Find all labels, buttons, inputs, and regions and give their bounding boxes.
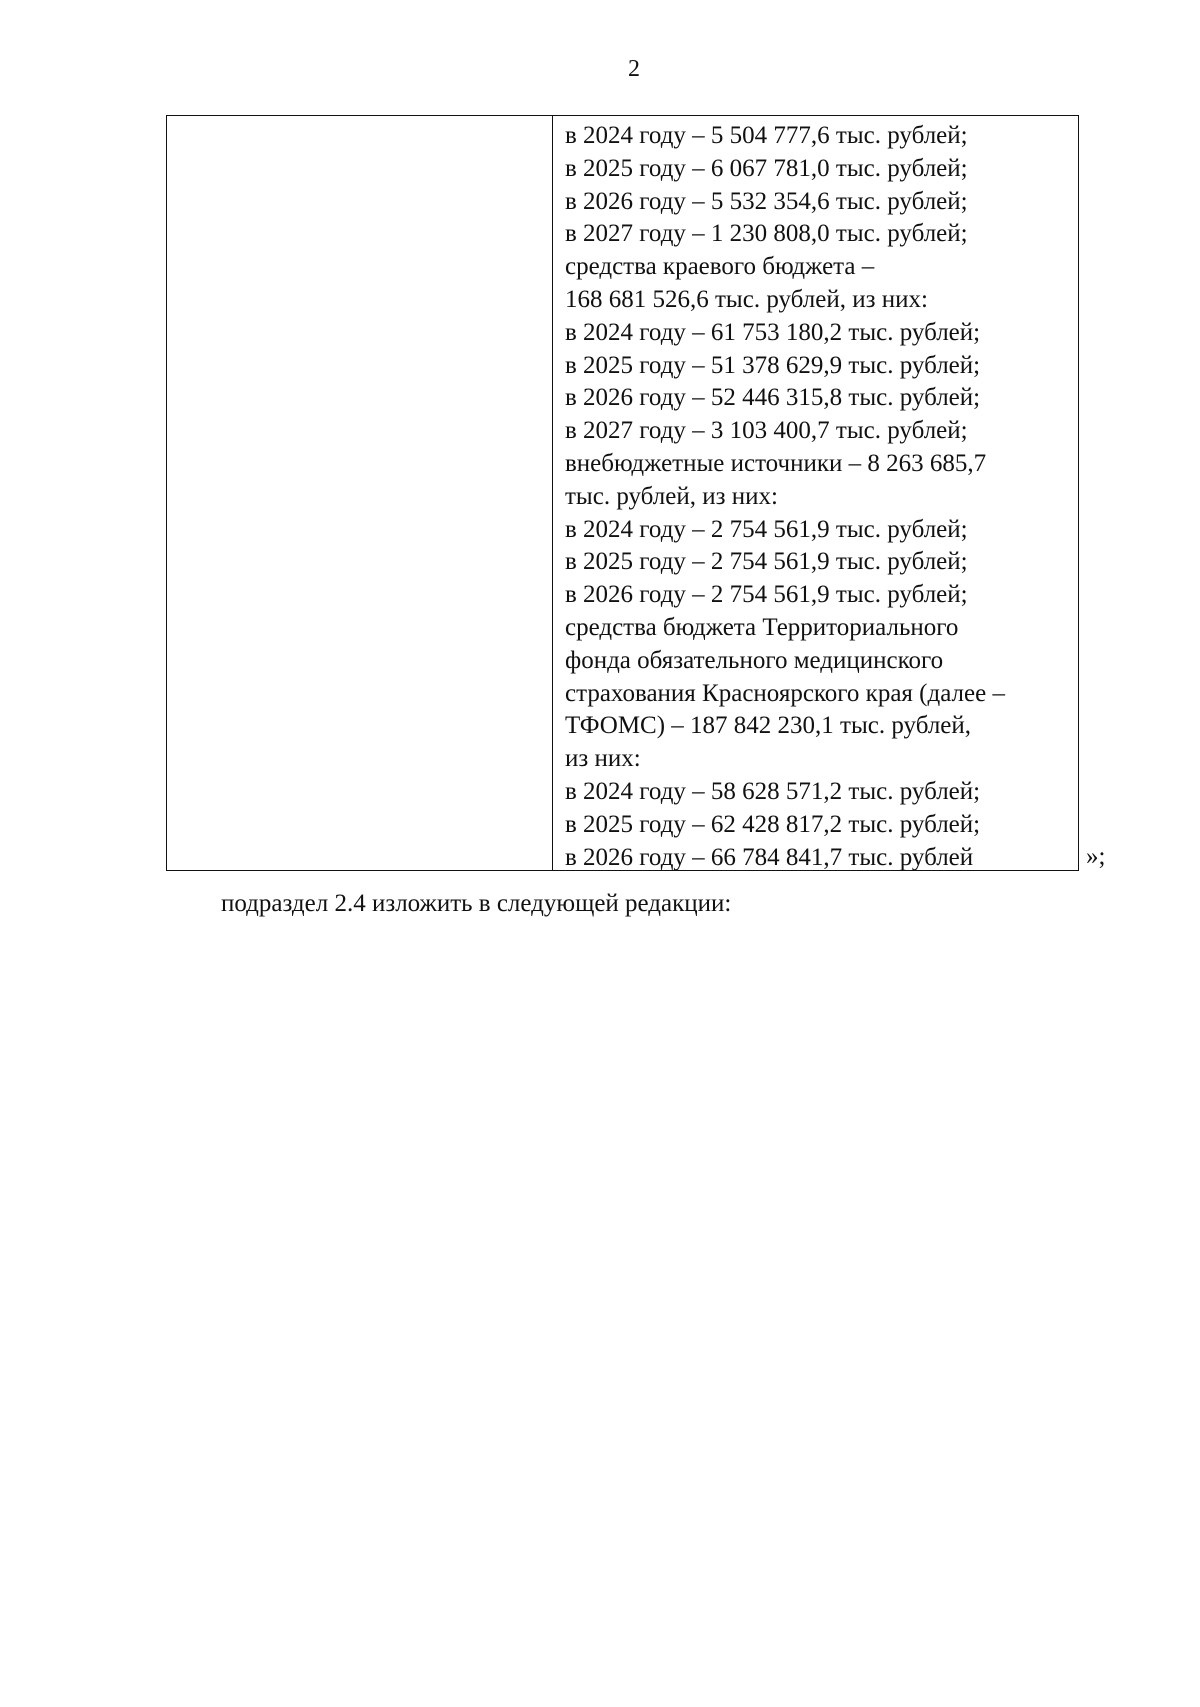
table-line: в 2025 году – 6 067 781,0 тыс. рублей; (565, 154, 968, 182)
table-line: средства краевого бюджета – (565, 253, 875, 281)
table-line: в 2024 году – 58 628 571,2 тыс. рублей; (565, 777, 981, 805)
table-cell-left (167, 116, 553, 870)
table-line: 168 681 526,6 тыс. рублей, из них: (565, 285, 928, 313)
table-line: в 2027 году – 1 230 808,0 тыс. рублей; (565, 220, 968, 248)
table-line: в 2026 году – 66 784 841,7 тыс. рублей (565, 843, 974, 871)
table-line: в 2026 году – 2 754 561,9 тыс. рублей; (565, 581, 968, 609)
closing-quote: »; (1086, 843, 1106, 870)
table-line: тыс. рублей, из них: (565, 482, 778, 510)
table-cell-right (565, 120, 1070, 874)
table-line: страхования Красноярского края (далее – (565, 679, 1005, 707)
table-line: в 2024 году – 61 753 180,2 тыс. рублей; (565, 318, 981, 346)
table-line: из них: (565, 745, 641, 773)
table-line: в 2025 году – 2 754 561,9 тыс. рублей; (565, 548, 968, 576)
table-line: в 2026 году – 5 532 354,6 тыс. рублей; (565, 187, 968, 215)
table-line: фонда обязательного медицинского (565, 646, 944, 674)
table-line: в 2025 году – 62 428 817,2 тыс. рублей; (565, 810, 981, 838)
table-line: средства бюджета Территориального (565, 613, 959, 641)
table-line: внебюджетные источники – 8 263 685,7 (565, 449, 987, 477)
table-line: в 2026 году – 52 446 315,8 тыс. рублей; (565, 384, 981, 412)
table-line: в 2027 году – 3 103 400,7 тыс. рублей; (565, 417, 968, 445)
table-line: в 2024 году – 5 504 777,6 тыс. рублей; (565, 122, 968, 149)
table-line: ТФОМС) – 187 842 230,1 тыс. рублей, (565, 712, 972, 740)
body-paragraph: подраздел 2.4 изложить в следующей редакции: (221, 890, 732, 917)
page-number: 2 (628, 56, 640, 82)
table-line: в 2024 году – 2 754 561,9 тыс. рублей; (565, 515, 968, 543)
table-line: в 2025 году – 51 378 629,9 тыс. рублей; (565, 351, 981, 379)
budget-table (166, 115, 1079, 871)
